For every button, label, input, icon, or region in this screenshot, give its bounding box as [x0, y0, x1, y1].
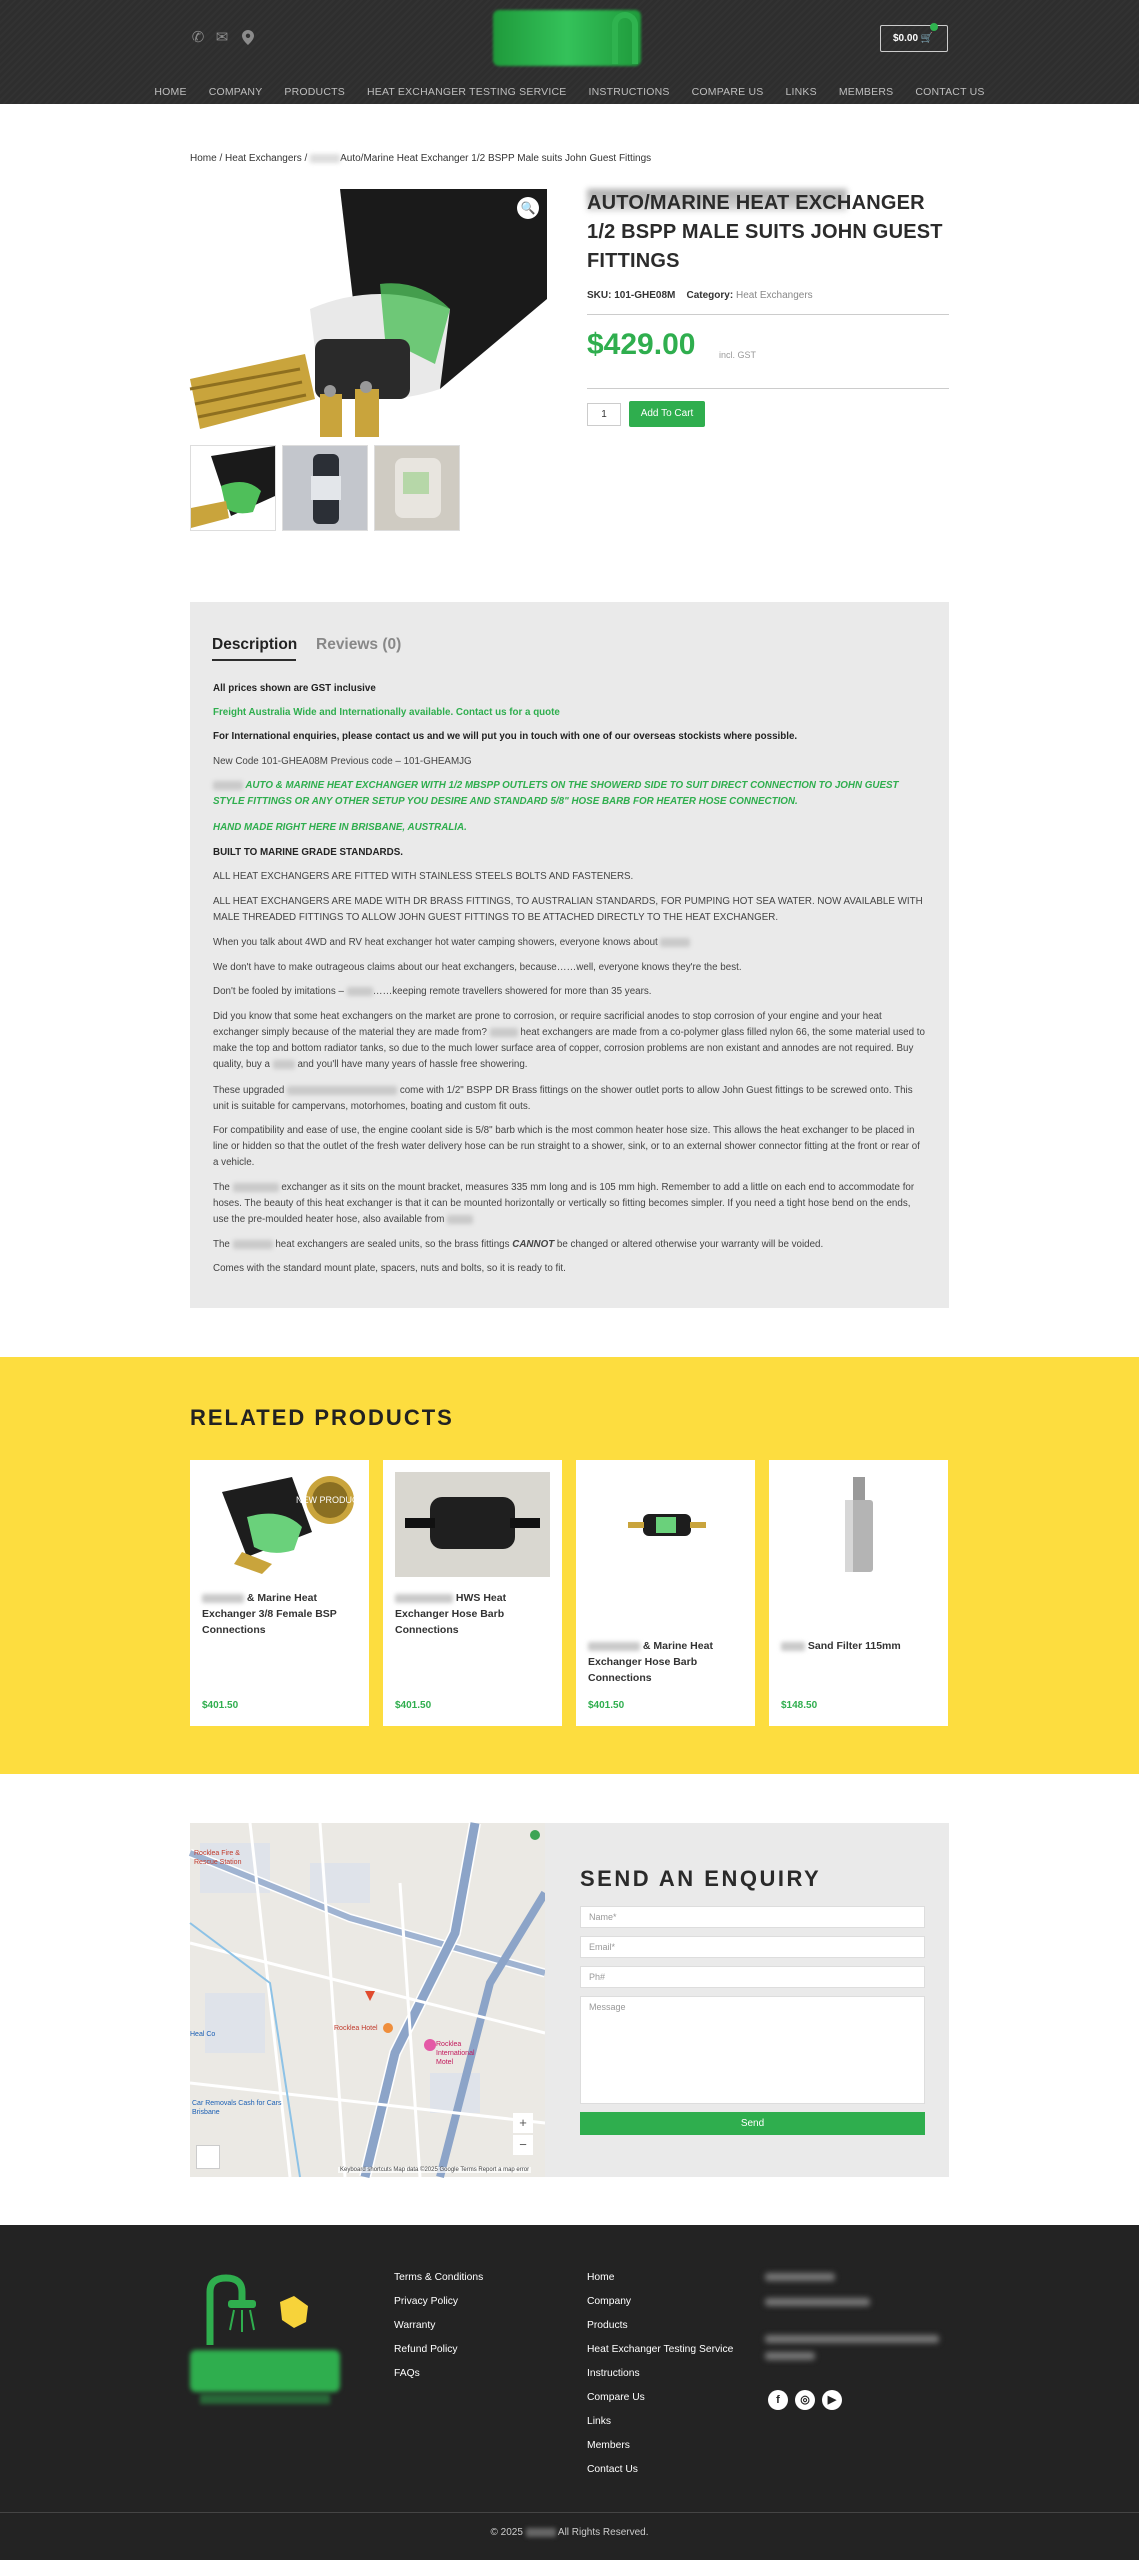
add-to-cart-button[interactable]: Add To Cart: [629, 401, 705, 427]
desc-corrosion-b: heat exchangers are made from a co-polymer glass filled nylon 66, the some material used to make the top and bottom radiator tanks, so due to the much lower surface area of copper, corrosion problems are non existant and annodes are not required. Buy quality, buy a: [213, 1027, 925, 1070]
related-product-card[interactable]: [190, 1460, 369, 1726]
footer-nav-link[interactable]: Instructions: [587, 2368, 640, 2379]
nav-home[interactable]: HOME: [154, 86, 187, 98]
footer-link[interactable]: Terms & Conditions: [394, 2272, 484, 2283]
redacted-brand: [526, 2528, 556, 2537]
redacted-brand: [233, 1240, 273, 1249]
divider: [587, 388, 949, 389]
footer-nav-link[interactable]: Company: [587, 2296, 632, 2307]
divider: [587, 314, 949, 315]
desc-headline-text: AUTO & MARINE HEAT EXCHANGER WITH 1/2 MBSPP OUTLETS ON THE SHOWERD SIDE TO SUIT DIRECT CONNECTION TO JOHN GUEST STYLE FITTINGS OR ANY OTHER SETUP YOU DESIRE AND STANDARD 5/8" HOSE BARB FOR HEATER HOSE CONNECTION.: [213, 780, 899, 807]
related-products-section: [0, 1357, 1139, 1774]
site-footer: [0, 2225, 1139, 2560]
sku-value: 101-GHE08M: [614, 290, 676, 301]
footer-link[interactable]: Warranty: [394, 2320, 436, 2331]
instagram-icon[interactable]: ◎: [795, 2390, 815, 2410]
desc-sealed-d: be changed or altered otherwise your warranty will be voided.: [556, 1239, 824, 1250]
redacted-brand: [490, 1028, 518, 1037]
map-pin-icon[interactable]: [240, 30, 256, 46]
product-image[interactable]: [395, 1472, 550, 1577]
nav-instructions[interactable]: INSTRUCTIONS: [588, 86, 670, 98]
desc-sealed-a: The: [213, 1239, 230, 1250]
price-tax-note: incl. GST: [719, 350, 757, 360]
redacted-brand: [273, 1060, 295, 1069]
desc-headline: [213, 778, 925, 810]
phone-field[interactable]: Ph#: [580, 1966, 925, 1988]
desc-compatibility: For compatibility and ease of use, the engine coolant side is 5/8" barb which is the most common heater hose size. This allows the heat exchanger to be placed in line or hidden so that the outlet of the fresh water delivery hose can be run straight to a shower, sink, or to an external shower connector fitting at the front or rear of a vehicle.: [213, 1125, 920, 1168]
product-price: $401.50: [202, 1700, 239, 1711]
desc-corrosion-a: Did you know that some heat exchangers on the market are prone to corrosion, or require sacrificial anodes to stop corrosion of your engine and your heat exchanger simply because of the material they are made from?: [213, 1011, 882, 1038]
name-field[interactable]: Name*: [580, 1906, 925, 1928]
product-name[interactable]: HWS Heat Exchanger Hose Barb Connections: [395, 1592, 507, 1636]
map-label: Rocklea International Motel: [436, 2041, 475, 2066]
footer-nav-link[interactable]: Heat Exchanger Testing Service: [587, 2344, 734, 2355]
message-field[interactable]: Message: [580, 1996, 925, 2104]
nav-testing-service[interactable]: HEAT EXCHANGER TESTING SERVICE: [366, 86, 567, 98]
breadcrumb-home[interactable]: Home: [190, 153, 217, 164]
breadcrumb-sep: /: [219, 153, 223, 164]
desc-mount-plate: Comes with the standard mount plate, spacers, nuts and bolts, so it is ready to fit.: [213, 1263, 566, 1274]
redacted-brand: [233, 1183, 279, 1192]
desc-claims: We don't have to make outrageous claims about our heat exchangers, because……well, everyone knows they're the best.: [213, 962, 742, 973]
facebook-icon[interactable]: f: [768, 2390, 788, 2410]
redacted-brand: [447, 1215, 473, 1224]
footer-divider: [0, 2512, 1139, 2513]
breadcrumb: [190, 153, 651, 164]
youtube-icon[interactable]: ▶: [822, 2390, 842, 2410]
send-button[interactable]: Send: [580, 2112, 925, 2135]
related-product-card[interactable]: [383, 1460, 562, 1726]
product-price: $401.50: [395, 1700, 432, 1711]
related-product-card[interactable]: [769, 1460, 948, 1726]
desc-product-code: New Code 101-GHEA08M Previous code – 101-GHEAMJG: [213, 756, 472, 767]
copyright-text: All Rights Reserved.: [557, 2527, 649, 2538]
thumbnail-3[interactable]: [374, 445, 460, 531]
footer-link[interactable]: Privacy Policy: [394, 2296, 459, 2307]
thumbnail-1[interactable]: [190, 445, 276, 531]
footer-nav-link[interactable]: Compare Us: [587, 2392, 645, 2403]
product-image[interactable]: [588, 1472, 743, 1577]
breadcrumb-sep: /: [304, 153, 308, 164]
zoom-icon[interactable]: 🔍: [517, 197, 539, 219]
product-meta: [587, 290, 813, 301]
desc-gst-note: All prices shown are GST inclusive: [213, 683, 376, 694]
desc-dimensions: [213, 1180, 925, 1228]
breadcrumb-category[interactable]: Heat Exchangers: [225, 153, 302, 164]
product-price: $429.00: [587, 328, 696, 361]
nav-company[interactable]: COMPANY: [208, 86, 263, 98]
product-name[interactable]: Sand Filter 115mm: [807, 1640, 901, 1652]
thumbnail-2[interactable]: [282, 445, 368, 531]
desc-dimensions-a: The: [213, 1182, 230, 1193]
redacted-contact: [765, 2298, 870, 2306]
nav-products[interactable]: PRODUCTS: [284, 86, 345, 98]
copyright: [0, 2527, 1139, 2538]
desc-fasteners: ALL HEAT EXCHANGERS ARE FITTED WITH STAINLESS STEELS BOLTS AND FASTENERS.: [213, 871, 634, 882]
product-price: $148.50: [781, 1700, 818, 1711]
desc-sealed-cannot: CANNOT: [512, 1239, 555, 1250]
logo-shower-icon: [612, 12, 638, 64]
copyright-year: © 2025: [490, 2527, 523, 2538]
redacted-brand: [310, 154, 340, 163]
product-name[interactable]: & Marine Heat Exchanger 3/8 Female BSP Connections: [202, 1592, 337, 1636]
tab-description[interactable]: Description: [212, 636, 298, 653]
product-price: $401.50: [588, 1700, 625, 1711]
map-label: Heal Co: [190, 2031, 216, 2038]
footer-logo[interactable]: [190, 2270, 340, 2410]
redacted-brand: [781, 1642, 805, 1651]
desc-sealed-units: [213, 1237, 925, 1253]
redacted-brand: [588, 1642, 640, 1651]
desc-camping-text: When you talk about 4WD and RV heat exchanger hot water camping showers, everyone knows about: [213, 937, 658, 948]
desc-camping-showers: [213, 935, 925, 951]
active-tab-indicator: [212, 659, 296, 661]
footer-nav-link[interactable]: Contact Us: [587, 2464, 638, 2475]
nav-members[interactable]: MEMBERS: [838, 86, 894, 98]
redacted-brand: [347, 987, 373, 996]
product-image[interactable]: [781, 1472, 936, 1577]
desc-freight-note: Freight Australia Wide and Internationally available. Contact us for a quote: [213, 707, 560, 718]
desc-corrosion: [213, 1009, 925, 1073]
related-product-card[interactable]: [576, 1460, 755, 1726]
map-label: Rocklea Fire & Rescue Station: [194, 1850, 242, 1866]
phone-icon[interactable]: ✆: [191, 29, 205, 46]
desc-marine-grade: BUILT TO MARINE GRADE STANDARDS.: [213, 847, 403, 858]
desc-imitations: [213, 984, 925, 1000]
desc-upgraded-a: These upgraded: [213, 1085, 285, 1096]
mail-icon[interactable]: ✉: [215, 29, 229, 46]
cart-total: $0.00 🛒: [893, 33, 934, 44]
main-nav: [0, 82, 1139, 100]
sku-label: SKU:: [587, 290, 612, 301]
map-attribution: Keyboard shortcuts Map data ©2025 Google Terms Report a map error: [340, 2167, 530, 2173]
redacted-brand: [287, 1086, 397, 1095]
redacted-brand: [395, 1594, 453, 1603]
footer-link[interactable]: FAQs: [394, 2368, 420, 2379]
footer-nav-link[interactable]: Products: [587, 2320, 628, 2331]
desc-corrosion-c: and you'll have many years of hassle free showering.: [297, 1059, 528, 1070]
footer-nav-link[interactable]: Home: [587, 2272, 615, 2283]
desc-sealed-b: heat exchangers are sealed units, so the brass fittings: [275, 1239, 510, 1250]
cart-button[interactable]: [880, 25, 948, 52]
redacted-brand: [202, 1594, 244, 1603]
redacted-brand: [660, 938, 690, 947]
map-zoom-out[interactable]: −: [513, 2135, 533, 2155]
desc-imitations-a: Don't be fooled by imitations –: [213, 986, 344, 997]
category-link[interactable]: Heat Exchangers: [735, 290, 813, 301]
cart-count-badge: [930, 23, 938, 31]
breadcrumb-current: Auto/Marine Heat Exchanger 1/2 BSPP Male suits John Guest Fittings: [340, 153, 652, 164]
related-products-heading: RELATED PRODUCTS: [190, 1405, 454, 1430]
map-label: Rocklea Hotel: [334, 2025, 378, 2032]
redacted-contact: [765, 2273, 835, 2281]
map-zoom-in[interactable]: +: [513, 2113, 533, 2133]
desc-international-note: For International enquiries, please contact us and we will put you in touch with one of our overseas stockists where possible.: [213, 731, 798, 742]
desc-brass-fittings: ALL HEAT EXCHANGERS ARE MADE WITH DR BRASS FITTINGS, TO AUSTRALIAN STANDARDS, FOR PUMPING HOT SEA WATER. NOW AVAILABLE WITH MALE THREADED FITTINGS TO ALLOW JOHN GUEST FITTINGS TO BE ATTACHED DIRECTLY TO THE HEAT EXCHANGER.: [213, 896, 923, 923]
desc-imitations-b: ……keeping remote travellers showered for more than 35 years.: [372, 986, 652, 997]
desc-upgraded-b: come with 1/2" BSPP DR Brass fittings on the shower outlet ports to allow John Guest fittings to be screwed onto. This unit is suitable for campervans, motorhomes, boating and custom fit outs.: [213, 1085, 913, 1112]
tab-reviews[interactable]: Reviews (0): [316, 636, 402, 653]
product-image[interactable]: [202, 1472, 364, 1577]
email-field[interactable]: Email*: [580, 1936, 925, 1958]
redacted-contact: [765, 2335, 939, 2343]
nav-links[interactable]: LINKS: [785, 86, 817, 98]
nav-compare-us[interactable]: COMPARE US: [691, 86, 764, 98]
quantity-input[interactable]: 1: [587, 403, 621, 426]
desc-dimensions-b: exchanger as it sits on the mount bracket, measures 335 mm long and is 105 mm high. Remember to add a little on each end to accommodate for hoses. The beauty of this heat exchanger is that it can be mounted horizontally or vertically so fitting becomes simpler. If you need a tight hose bend on the ends, use the pre-moulded heater hose, also available from: [213, 1182, 915, 1225]
nav-contact-us[interactable]: CONTACT US: [915, 86, 985, 98]
desc-upgraded: [213, 1083, 925, 1115]
category-label: Category:: [686, 290, 734, 301]
map-layers-toggle[interactable]: [196, 2145, 220, 2169]
location-map[interactable]: [190, 1823, 545, 2177]
footer-link[interactable]: Refund Policy: [394, 2344, 458, 2355]
product-main-image[interactable]: [190, 189, 547, 437]
footer-nav-link[interactable]: Links: [587, 2416, 612, 2427]
redacted-brand: [213, 781, 243, 790]
redacted-contact: [765, 2352, 815, 2360]
map-label: Car Removals Cash for Cars Brisbane: [192, 2100, 282, 2116]
desc-handmade: HAND MADE RIGHT HERE IN BRISBANE, AUSTRALIA.: [213, 822, 467, 833]
footer-nav-link[interactable]: Members: [587, 2440, 630, 2451]
svg-text:NEW PRODUCT: NEW PRODUCT: [296, 1495, 364, 1505]
product-title: AUTO/MARINE HEAT EXCHANGER 1/2 BSPP MALE SUITS JOHN GUEST FITTINGS: [587, 192, 943, 272]
enquiry-heading: SEND AN ENQUIRY: [580, 1866, 822, 1891]
product-name[interactable]: & Marine Heat Exchanger Hose Barb Connections: [588, 1640, 713, 1684]
